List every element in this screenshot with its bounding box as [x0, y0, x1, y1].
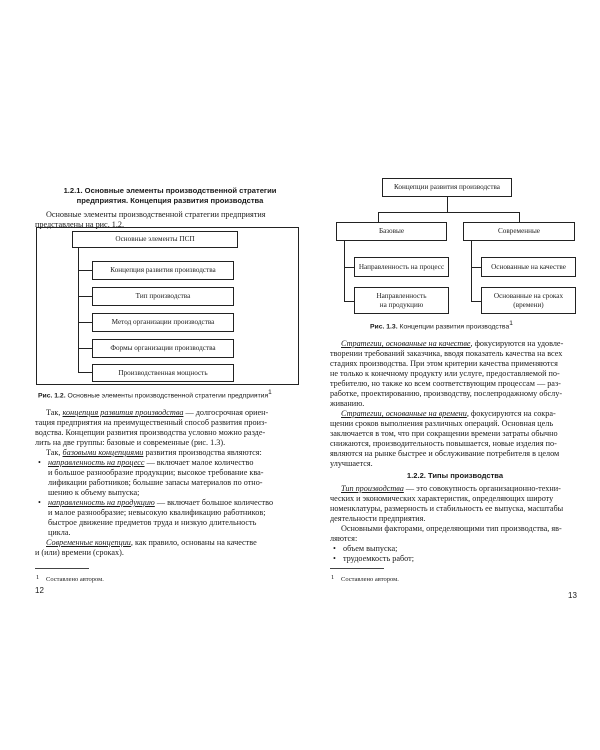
- diagram-left-spine: [344, 241, 345, 301]
- diagram-connector: [78, 348, 92, 349]
- p2-line-1: Стратегии, основанные на времени, фокусируются на сокра-: [341, 409, 556, 418]
- page-number: 12: [35, 586, 44, 595]
- b1-line-2: и большое разнообразие продукции; высокое требование ква-: [48, 468, 264, 477]
- diagram-connector: [471, 301, 481, 302]
- p3-line-4: деятельности предприятия.: [330, 514, 426, 523]
- p2-line-4: снижаются, производительность повышается, новые изделия по-: [330, 439, 557, 448]
- p1-line-6: работке, проектированию, производству, послепродажному обслу-: [330, 389, 563, 398]
- p3-line-1: Современные концепции, как правило, основаны на качестве: [46, 538, 257, 547]
- p1-line-3: водства. Концепции развития производства условно можно разде-: [35, 428, 266, 437]
- diagram-item: Концепция развития производства: [92, 261, 234, 280]
- diagram-connector: [78, 322, 92, 323]
- diagram-connector: [471, 267, 481, 268]
- bullet-item: объем выпуска;: [343, 544, 398, 553]
- b2-line-3: быстрое движение предметов труда и низкую длительность: [48, 518, 257, 527]
- diagram-spine: [78, 248, 79, 372]
- b2-line-4: цикла.: [48, 528, 71, 537]
- footnote-rule: [330, 568, 384, 569]
- p1-line-1: Так, концепция развития производства — долгосрочная ориен-: [46, 408, 269, 417]
- footnote-text: Составлено автором.: [46, 576, 104, 583]
- diagram-branch: [378, 212, 520, 213]
- figure-caption: Рис. 1.2. Основные элементы производственной стратегии предприятия$^1$: [38, 389, 272, 400]
- figure-caption: Рис. 1.3. Концепции развития производства$^1$: [370, 320, 513, 331]
- page-number: 13: [568, 591, 577, 600]
- p3-line-3: номенклатуры, размерность и стабильность ее выпуска, масштабы: [330, 504, 564, 513]
- b1-line-4: шению к объему выпуска;: [48, 488, 140, 497]
- section-heading: 1.2.2. Типы производства: [406, 471, 504, 480]
- p3-line-2: ческих и экономических характеристик, определяющих широту: [330, 494, 554, 503]
- footnote-number: 1: [36, 574, 40, 581]
- p3-line-2: и (или) времени (сроках).: [35, 548, 124, 557]
- diagram-drop-right: [519, 212, 520, 222]
- diagram-item: Формы организации производства: [92, 339, 234, 358]
- diagram-connector: [344, 267, 354, 268]
- p2-line-5: являются на рынке быстрее и обслуживание потребителя в целом: [330, 449, 560, 458]
- diagram-top-box: Основные элементы ПСП: [72, 231, 238, 248]
- diagram-right-spine: [471, 241, 472, 301]
- b1-line-3: лификации работников; большие запасы материалов по отно-: [48, 478, 263, 487]
- bullet-marker: •: [38, 458, 41, 467]
- diagram-frame: [36, 227, 299, 385]
- p2-line-2: щении сроков выполнения различных операций. Основная цель: [330, 419, 554, 428]
- diagram-top-box: Концепции развития производства: [382, 178, 512, 197]
- p1-line-7: живанию.: [330, 399, 365, 408]
- b2-line-2: и малое разнообразие; невысокую квалификацию работников;: [48, 508, 266, 517]
- b2-line-1: направленность на продукцию — включает большое количество: [48, 498, 274, 507]
- diagram-connector: [78, 270, 92, 271]
- bullet-item: трудоемкость работ;: [343, 554, 414, 563]
- section-heading-line-1: 1.2.1. Основные элементы производственной стратегии: [63, 186, 277, 195]
- diagram-right-head: Современные: [463, 222, 575, 241]
- p2-line: Так, базовыми концепциями развития производства являются:: [46, 448, 262, 457]
- diagram-connector: [344, 301, 354, 302]
- p1-line-2: тация предприятия на преимущественный способ развития произ-: [35, 418, 267, 427]
- bullet-marker: •: [38, 498, 41, 507]
- diagram-left-item: Направленность на процесс: [354, 257, 449, 277]
- p1-line-2: творении требований заказчика, вводя показатель качества на всех: [330, 349, 563, 358]
- p2-line-3: заключается в том, что при сокращении времени затраты обычно: [330, 429, 558, 438]
- diagram-item: Тип производства: [92, 287, 234, 306]
- section-heading-line-2: предприятия. Концепция развития производства: [76, 196, 264, 205]
- footnote-text: Составлено автором.: [341, 576, 399, 583]
- diagram-connector: [78, 372, 92, 373]
- p2-line-6: улучшается.: [330, 459, 373, 468]
- diagram-connector: [78, 296, 92, 297]
- diagram-stem: [447, 197, 448, 212]
- p4-line-1: Основными факторами, определяющими тип производства, яв-: [341, 524, 562, 533]
- p3-line-1: Тип производства — это совокупность организационно-техни-: [341, 484, 561, 493]
- p1-line-3: стадиях производства. При этом критерии качества применяются: [330, 359, 558, 368]
- diagram-right-item: Основанные на сроках (времени): [481, 287, 576, 314]
- diagram-drop-left: [378, 212, 379, 222]
- diagram-right-item: Основанные на качестве: [481, 257, 576, 277]
- footnote-rule: [35, 568, 89, 569]
- right-page: [300, 0, 600, 750]
- intro-line-1: Основные элементы производственной стратегии предприятия: [46, 210, 266, 219]
- diagram-left-head: Базовые: [336, 222, 447, 241]
- p4-line-2: ляются:: [330, 534, 358, 543]
- b1-line-1: направленность на процесс — включает малое количество: [48, 458, 254, 467]
- p1-line-5: требителю, но также ко всем соответствующим процессам — раз-: [330, 379, 561, 388]
- p1-line-4: лить на две группы: базовые и современные (рис. 1.3).: [35, 438, 226, 447]
- footnote-number: 1: [331, 574, 335, 581]
- diagram-item: Метод организации производства: [92, 313, 234, 332]
- intro-line-2: представлены на рис. 1.2.: [35, 220, 125, 229]
- bullet-marker: •: [333, 544, 336, 553]
- bullet-marker: •: [333, 554, 336, 563]
- diagram-item: Производственная мощность: [92, 364, 234, 382]
- p1-line-4: не только к конечному продукту или услуге, предоставляемой по-: [330, 369, 560, 378]
- diagram-left-item: Направленность на продукцию: [354, 287, 449, 314]
- p1-line-1: Стратегии, основанные на качестве, фокусируются на удовле-: [341, 339, 564, 348]
